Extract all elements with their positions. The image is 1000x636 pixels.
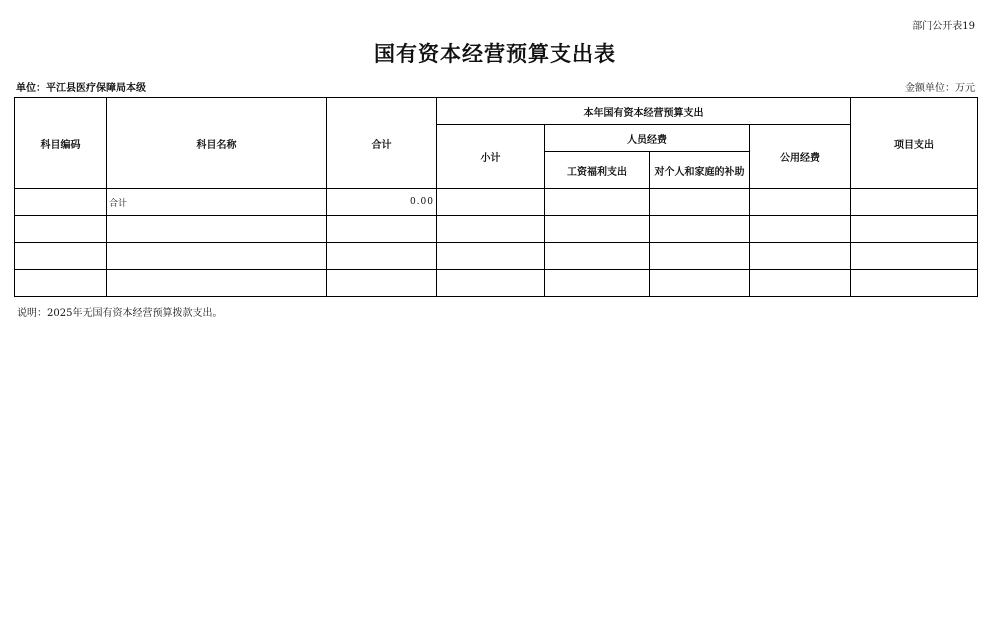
header-subject-code: 科目编码: [15, 98, 107, 189]
cell-name: [107, 216, 327, 243]
table-row: [15, 216, 978, 243]
cell-subsidy: [650, 216, 750, 243]
cell-subtotal: [437, 270, 545, 297]
page-title: 国有资本经营预算支出表: [374, 41, 616, 66]
unit-name-label: 单位：平江县医疗保障局本级: [16, 83, 146, 94]
cell-project: [851, 243, 978, 270]
cell-code: [15, 270, 107, 297]
header-household-subsidy: 对个人和家庭的补助: [650, 152, 750, 189]
header-total: 合计: [327, 98, 437, 189]
cell-name: 合计: [107, 189, 327, 216]
cell-subsidy: [650, 189, 750, 216]
cell-project: [851, 270, 978, 297]
cell-code: [15, 216, 107, 243]
cell-subtotal: [437, 216, 545, 243]
cell-public: [750, 189, 851, 216]
header-public-expense: 公用经费: [750, 125, 851, 189]
form-number-label: 部门公开表19: [912, 21, 975, 32]
cell-code: [15, 243, 107, 270]
table-row: [15, 189, 978, 216]
header-subject-name: 科目名称: [107, 98, 327, 189]
header-personnel-expense: 人员经费: [545, 125, 750, 152]
cell-subtotal: [437, 189, 545, 216]
cell-wages: [545, 243, 650, 270]
table-row: [15, 270, 978, 297]
cell-name: [107, 270, 327, 297]
cell-total: [327, 216, 437, 243]
cell-name: [107, 243, 327, 270]
cell-wages: [545, 270, 650, 297]
header-wages-welfare: 工资福利支出: [545, 152, 650, 189]
cell-subsidy: [650, 270, 750, 297]
cell-public: [750, 216, 851, 243]
table-row: [15, 243, 978, 270]
footnote: 说明：2025年无国有资本经营预算拨款支出。: [17, 308, 223, 319]
cell-project: [851, 216, 978, 243]
cell-total: [327, 243, 437, 270]
cell-total: [327, 270, 437, 297]
cell-project: [851, 189, 978, 216]
header-current-year-group: 本年国有资本经营预算支出: [437, 98, 851, 125]
budget-table: [14, 97, 978, 297]
cell-code: [15, 189, 107, 216]
cell-public: [750, 270, 851, 297]
header-project-expense: 项目支出: [851, 98, 978, 189]
cell-total: 0.00: [327, 189, 437, 216]
header-subtotal: 小计: [437, 125, 545, 189]
cell-wages: [545, 216, 650, 243]
cell-public: [750, 243, 851, 270]
cell-wages: [545, 189, 650, 216]
cell-subsidy: [650, 243, 750, 270]
currency-unit-label: 金额单位：万元: [905, 83, 975, 94]
cell-subtotal: [437, 243, 545, 270]
